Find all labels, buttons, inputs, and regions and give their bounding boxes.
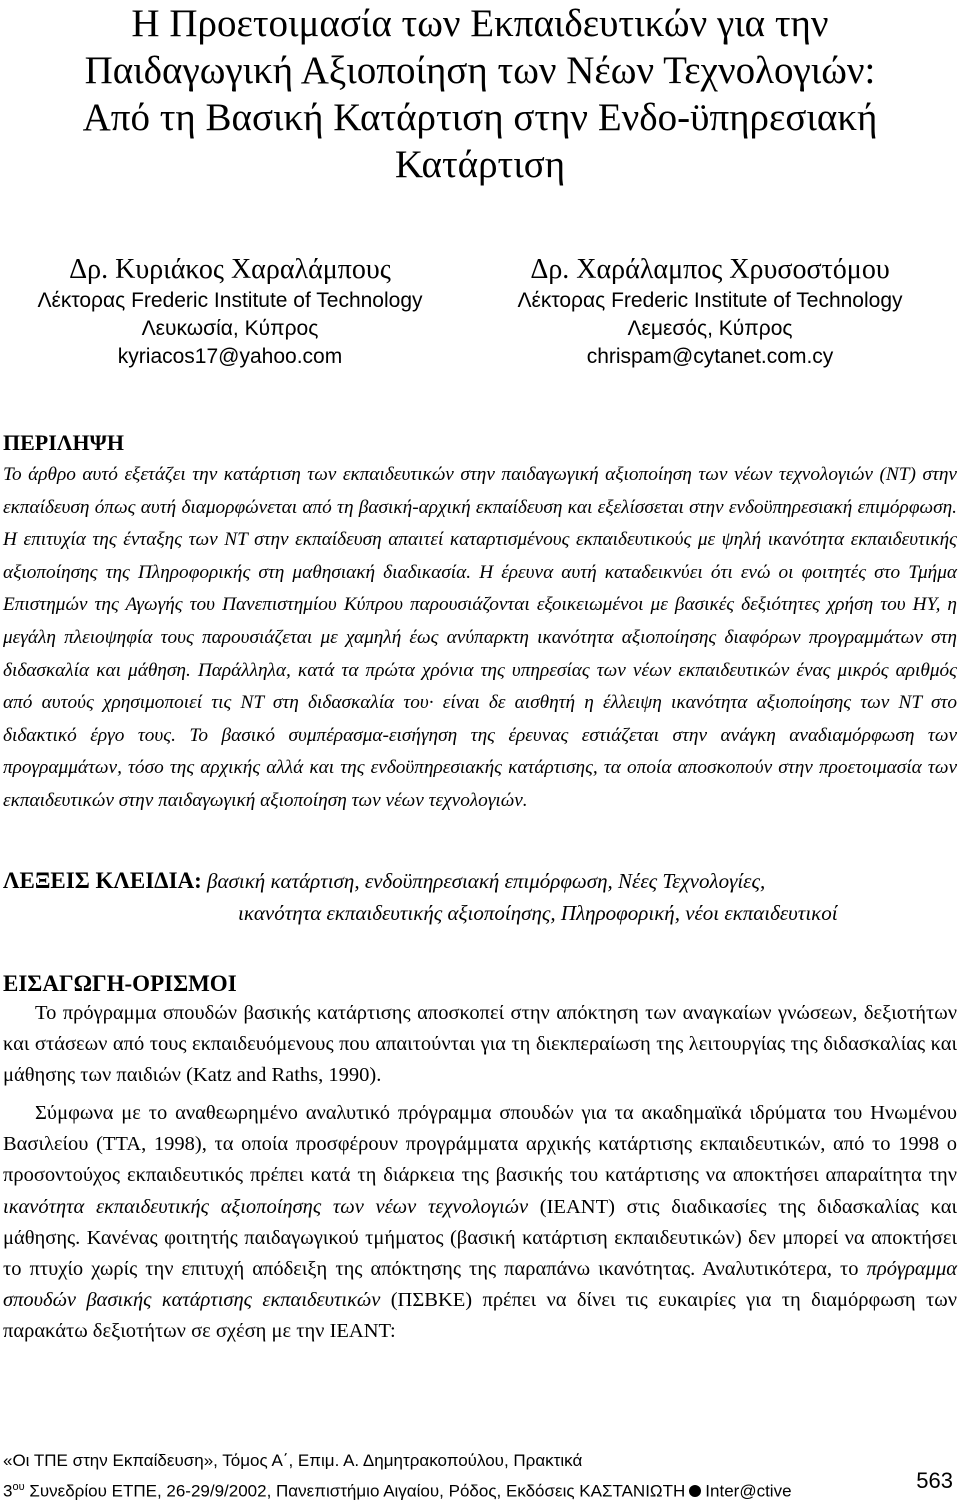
paper-title: [10, 0, 950, 188]
paragraph-2-emphasis-a: ικανότητα εκπαιδευτικής αξιοποίησης των νέων τεχνολογιών: [3, 1195, 529, 1218]
author-position: Λέκτορας Frederic Institute of Technology: [37, 289, 423, 312]
author-block-2: [485, 253, 935, 371]
title-line: Από τη Βασική Κατάρτιση στην Ενδο-ϋπηρεσιακή: [82, 96, 878, 139]
paragraph-2-text-c: (ΙΕΑΝΤ) στις διαδικασίες της διδασκαλίας και μάθησης. Κανένας φοιτητής παιδαγωγικού τμήματος (βασική κατάρτιση εκπαιδευτικών) δεν μπορεί να αποκτήσει το πτυχίο χωρίς την επιτυχή απόδειξη της απόκτησης της παραπάνω ικανότητας. Αναλυτικότερα, το: [3, 1195, 957, 1281]
paragraph-2-text-a: Σύμφωνα με το αναθεωρημένο αναλυτικό πρόγραμμα σπουδών για τα ακαδημαϊκά ιδρύματα του Ηνωμένου Βασιλείου (ΤΤΑ, 1998), τα οποία προσφέρουν προγράμματα αρχικής κατάρτισης εκπαιδευτικών, από το 1998 ο προσοντούχος εκπαιδευτικός πρέπει κατά τη διάρκεια της βασικής του κατάρτισης να αποκτήσει απαραίτητα την: [3, 1102, 957, 1187]
author-name: Δρ. Χαράλαμπος Χρυσοστόμου: [530, 254, 890, 285]
abstract-heading: ΠΕΡΙΛΗΨΗ: [3, 430, 124, 455]
footer-citation-line-2: [3, 1474, 957, 1505]
page-footer: [3, 1448, 957, 1505]
author-position: Λέκτορας Frederic Institute of Technology: [517, 289, 903, 312]
bullet-dot-icon: [689, 1485, 701, 1497]
paragraph-2: [3, 1098, 957, 1348]
paragraph-1-text: Το πρόγραμμα σπουδών βασικής κατάρτισης αποσκοπεί στην απόκτηση των αναγκαίων γνώσεων, δεξιοτήτων και στάσεων από τους εκπαιδευόμενους που απαιτούνται για τη διεκπεραίωση της λειτουργίας της διδασκαλίας και μάθησης των παιδιών (Katz and Raths, 1990).: [3, 1002, 957, 1087]
keywords-block: [3, 865, 957, 929]
keywords-label: ΛΕΞΕΙΣ ΚΛΕΙΔΙΑ:: [3, 868, 202, 893]
paragraph-1: [3, 998, 957, 1092]
title-line: Παιδαγωγική Αξιοποίηση των Νέων Τεχνολογιών:: [84, 49, 876, 92]
section-heading: ΕΙΣΑΓΩΓΗ-ΟΡΙΣΜΟΙ: [3, 971, 237, 996]
footer-brand: Inter@ctive: [705, 1481, 792, 1501]
page-number: 563: [916, 1468, 953, 1493]
footer-conference-number: 3: [3, 1481, 13, 1501]
author-block-1: [5, 253, 455, 371]
title-line: Η Προετοιμασία των Εκπαιδευτικών για την: [131, 2, 829, 45]
title-line: Κατάρτιση: [394, 143, 566, 186]
footer-conference-text: Συνεδρίου ΕΤΠΕ, 26-29/9/2002, Πανεπιστήμιο Αιγαίου, Ρόδος, Εκδόσεις ΚΑΣΤΑΝΙΩΤΗ: [24, 1481, 686, 1501]
footer-ordinal-suffix: ου: [12, 1481, 25, 1493]
author-location: Λευκωσία, Κύπρος: [141, 317, 319, 340]
footer-citation-line-1: «Οι ΤΠΕ στην Εκπαίδευση», Τόμος Α΄, Επιμ. Α. Δημητρακοπούλου, Πρακτικά: [3, 1451, 583, 1470]
keywords-line-2: ικανότητα εκπαιδευτικής αξιοποίησης, Πληροφορική, νέοι εκπαιδευτικοί: [238, 901, 838, 925]
paragraph-2-text-e: (ΠΣΒΚΕ) πρέπει να δίνει τις ευκαιρίες για τη διαμόρφωση των παρακάτω δεξιοτήτων σε σχέση με την ΙΕΑΝΤ:: [3, 1289, 957, 1343]
author-email: kyriacos17@yahoo.com: [117, 345, 343, 368]
keywords-line-1: βασική κατάρτιση, ενδοϋπηρεσιακή επιμόρφωση, Νέες Τεχνολογίες,: [207, 869, 766, 893]
author-name: Δρ. Κυριάκος Χαραλάμπους: [69, 254, 391, 285]
author-email: chrispam@cytanet.com.cy: [586, 345, 834, 368]
author-location: Λεμεσός, Κύπρος: [627, 317, 793, 340]
abstract-text: Το άρθρο αυτό εξετάζει την κατάρτιση των εκπαιδευτικών στην παιδαγωγική αξιοποίηση των νέων τεχνολογιών (ΝΤ) στην εκπαίδευση όπως αυτή διαμορφώνεται από τη βασική-αρχική εκπαίδευση και εξελίσσεται στην ενδοϋπηρεσιακή επιμόρφωση. Η επιτυχία της ένταξης των ΝΤ στην εκπαίδευση απαιτεί καταρτισμένους εκπαιδευτικούς με ψηλή ικανότητα εκπαιδευτικής αξιοποίησης της Πληροφορικής στη μαθησιακή διαδικασία. Η έρευνα αυτή καταδεικνύει ότι ενώ οι φοιτητές στο Τμήμα Επιστημών της Αγωγής του Πανεπιστημίου Κύπρου παρουσιάζονται εξοικειωμένοι με βασικές δεξιότητες χρήση του ΗΥ, η μεγάλη πλειοψηφία τους παρουσιάζεται με χαμηλή έως ανύπαρκτη ικανότητα αξιοποίησης διαφόρων προγραμμάτων στη διδασκαλία και μάθηση. Παράλληλα, κατά τα πρώτα χρόνια της υπηρεσίας των νέων εκπαιδευτικών ένας μικρός αριθμός από αυτούς χρησιμοποιεί τις ΝΤ στη διδασκαλία του· είναι δε αισθητή η έλλειψη ικανότητα αξιοποίησης των ΝΤ στο διδακτικό έργο τους. Το βασικό συμπέρασμα-εισήγηση της έρευνας εστιάζεται στην ανάγκη αναδιαμόρφωση των προγραμμάτων, τόσο της αρχικής αλλά και της ενδοϋπηρεσιακής κατάρτισης, τα οποία αποσκοπούν στην προετοιμασία των εκπαιδευτικών στην παιδαγωγική αξιοποίηση των νέων τεχνολογιών.: [3, 464, 957, 811]
paragraph-2-emphasis-b: πρόγραμμα σπουδών βασικής κατάρτισης εκπαιδευτικών: [3, 1258, 958, 1312]
